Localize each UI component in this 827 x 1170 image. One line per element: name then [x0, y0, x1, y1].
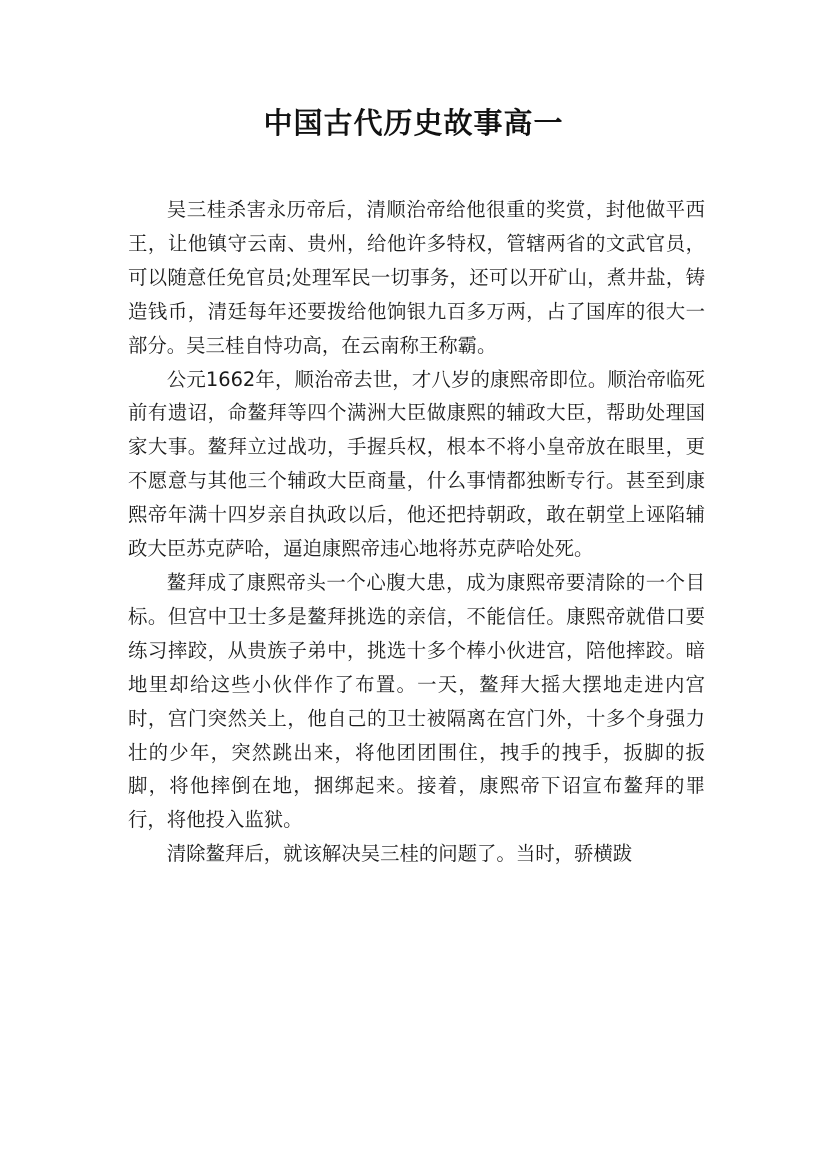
- paragraph-2: 公元1662年，顺治帝去世，才八岁的康熙帝即位。顺治帝临死前有遗诏，命鳌拜等四个满洲大臣做康熙的辅政大臣，帮助处理国家大事。鳌拜立过战功，手握兵权，根本不将小皇帝放在眼里，更不愿意与其他三个辅政大臣商量，什么事情都独断专行。甚至到康熙帝年满十四岁亲自执政以后，他还把持朝政，敢在朝堂上诬陷辅政大臣苏克萨哈，逼迫康熙帝违心地将苏克萨哈处死。: [128, 367, 705, 561]
- paragraph-3: 鳌拜成了康熙帝头一个心腹大患，成为康熙帝要清除的一个目标。但宫中卫士多是鳌拜挑选的亲信，不能信任。康熙帝就借口要练习摔跤，从贵族子弟中，挑选十多个棒小伙进宫，陪他摔跤。暗地里却给这些小伙伴作了布置。一天，鳌拜大摇大摆地走进内宫时，宫门突然关上，他自己的卫士被隔离在宫门外，十多个身强力壮的少年，突然跳出来，将他团团围住，拽手的拽手，扳脚的扳脚，将他摔倒在地，捆绑起来。接着，康熙帝下诏宣布鳌拜的罪行，将他投入监狱。: [128, 570, 705, 832]
- document-body: [128, 193, 705, 871]
- paragraph-1: 吴三桂杀害永历帝后，清顺治帝给他很重的奖赏，封他做平西王，让他镇守云南、贵州，给他许多特权，管辖两省的文武官员，可以随意任免官员;处理军民一切事务，还可以开矿山，煮井盐，铸造钱币，清廷每年还要拨给他饷银九百多万两，占了国库的很大一部分。吴三桂自恃功高，在云南称王称霸。: [128, 198, 705, 357]
- document-title: 中国古代历史故事高一: [263, 106, 564, 140]
- paragraph-4: 清除鳌拜后，就该解决吴三桂的问题了。当时，骄横跋: [166, 842, 633, 866]
